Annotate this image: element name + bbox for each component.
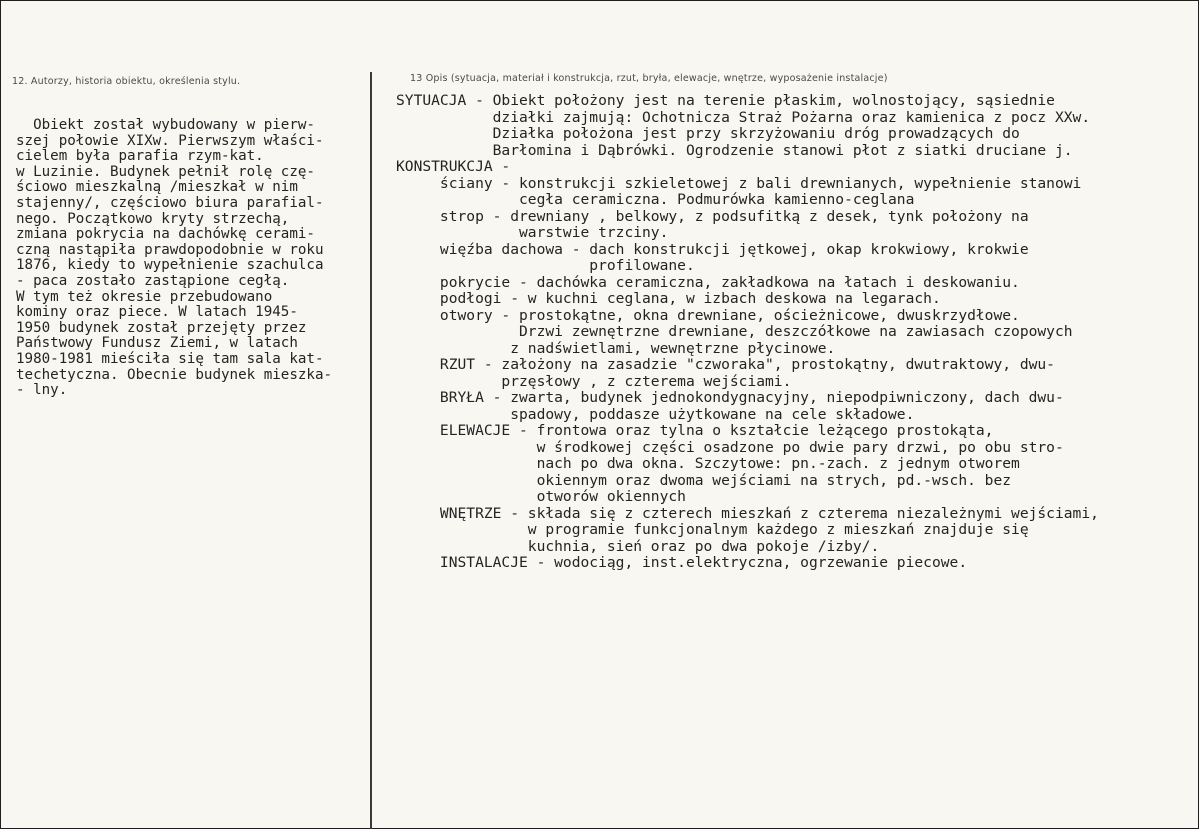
- text-line: więźba dachowa - dach konstrukcji jętkowej, okap krokwiowy, krokwie: [396, 240, 1029, 258]
- text-line: 1980-1981 mieściła się tam sala kat-: [16, 350, 324, 367]
- history-text: [16, 118, 376, 399]
- text-line: ściany - konstrukcji szkieletowej z bali drewnianych, wypełnienie stanowi: [396, 174, 1082, 192]
- text-line: kuchnia, sień oraz po dwa pokoje /izby/.: [396, 537, 880, 555]
- text-line: Działka położona jest przy skrzyżowaniu dróg prowadzących do: [396, 125, 1020, 142]
- text-line: INSTALACJE - wodociąg, inst.elektryczna, ogrzewanie piecowe.: [396, 554, 968, 571]
- text-line: działki zajmują: Ochotnicza Straż Pożarna oraz kamienica z pocz XXw.: [396, 108, 1091, 126]
- text-line: Obiekt został wybudowany w pierw-: [16, 118, 315, 133]
- text-line: otwory - prostokątne, okna drewniane, ościeżnicowe, dwuskrzydłowe.: [396, 306, 1020, 324]
- text-line: z nadświetlami, wewnętrzne płycinowe.: [396, 339, 836, 357]
- text-line: Barłomina i Dąbrówki. Ogrodzenie stanowi płot z siatki druciane j.: [396, 141, 1073, 159]
- text-line: cielem była parafia rzym-kat.: [16, 148, 264, 165]
- text-line: SYTUACJA - Obiekt położony jest na terenie płaskim, wolnostojący, sąsiednie: [396, 92, 1055, 109]
- text-line: KONSTRUKCJA -: [396, 158, 511, 175]
- text-line: okiennym oraz dwoma wejściami na strych, pd.-wsch. bez: [396, 471, 1012, 489]
- text-line: w programie funkcjonalnym każdego z mieszkań znajduje się: [396, 521, 1029, 538]
- section-13-header: 13 Opis (sytuacja, materiał i konstrukcja, rzut, bryła, elewacje, wnętrze, wyposażenie instalacje): [410, 73, 888, 84]
- text-line: ściowo mieszkalną /mieszkał w nim: [16, 179, 298, 196]
- text-line: spadowy, poddasze użytkowane na cele składowe.: [396, 405, 915, 423]
- text-line: - lny.: [16, 382, 68, 399]
- text-line: techetyczna. Obecnie budynek mieszka-: [16, 366, 333, 383]
- text-line: czną nastąpiła prawdopodobnie w roku: [16, 241, 324, 258]
- text-line: warstwie trzciny.: [396, 224, 669, 241]
- text-line: strop - drewniany , belkowy, z podsufitką z desek, tynk położony na: [396, 207, 1029, 225]
- text-line: nach po dwa okna. Szczytowe: pn.-zach. z jednym otworem: [396, 455, 1020, 472]
- text-line: w Luzinie. Budynek pełnił rolę czę-: [16, 163, 315, 180]
- text-line: Drzwi zewnętrzne drewniane, deszczółkowe na zawiasach czopowych: [396, 323, 1073, 340]
- section-12-header: 12. Autorzy, historia obiektu, określenia stylu.: [12, 76, 241, 87]
- text-line: podłogi - w kuchni ceglana, w izbach deskowa na legarach.: [396, 290, 941, 307]
- text-line: 1950 budynek został przejęty przez: [16, 319, 307, 336]
- text-line: 1876, kiedy to wypełnienie szachulca: [16, 257, 324, 274]
- text-line: profilowane.: [396, 257, 695, 274]
- text-line: zmiana pokrycia na dachówkę cerami-: [16, 226, 315, 243]
- text-line: RZUT - założony na zasadzie "czworaka", prostokątny, dwutraktowy, dwu-: [396, 356, 1055, 373]
- text-line: ELEWACJE - frontowa oraz tylna o kształcie leżącego prostokąta,: [396, 422, 994, 439]
- text-line: cegła ceramiczna. Podmurówka kamienno-ceglana: [396, 191, 915, 208]
- description-text: [396, 93, 1186, 572]
- text-line: pokrycie - dachówka ceramiczna, zakładkowa na łatach i deskowaniu.: [396, 273, 1020, 291]
- text-line: w środkowej części osadzone po dwie pary drzwi, po obu stro-: [396, 438, 1064, 456]
- text-line: Państwowy Fundusz Ziemi, w latach: [16, 335, 298, 352]
- text-line: BRYŁA - zwarta, budynek jednokondygnacyjny, niepodpiwniczony, dach dwu-: [396, 389, 1064, 406]
- text-line: - paca zostało zastąpione cegłą.: [16, 272, 290, 289]
- text-line: nego. Początkowo kryty strzechą,: [16, 210, 290, 227]
- text-line: przęsłowy , z czterema wejściami.: [396, 372, 792, 390]
- text-line: WNĘTRZE - składa się z czterech mieszkań z czterema niezależnymi wejściami,: [396, 504, 1099, 522]
- text-line: szej połowie XIXw. Pierwszym właści-: [16, 132, 324, 149]
- text-line: otworów okiennych: [396, 488, 686, 505]
- text-line: kominy oraz piece. W latach 1945-: [16, 304, 298, 321]
- text-line: stajenny/, częściowo biura parafial-: [16, 194, 324, 211]
- text-line: W tym też okresie przebudowano: [16, 288, 273, 305]
